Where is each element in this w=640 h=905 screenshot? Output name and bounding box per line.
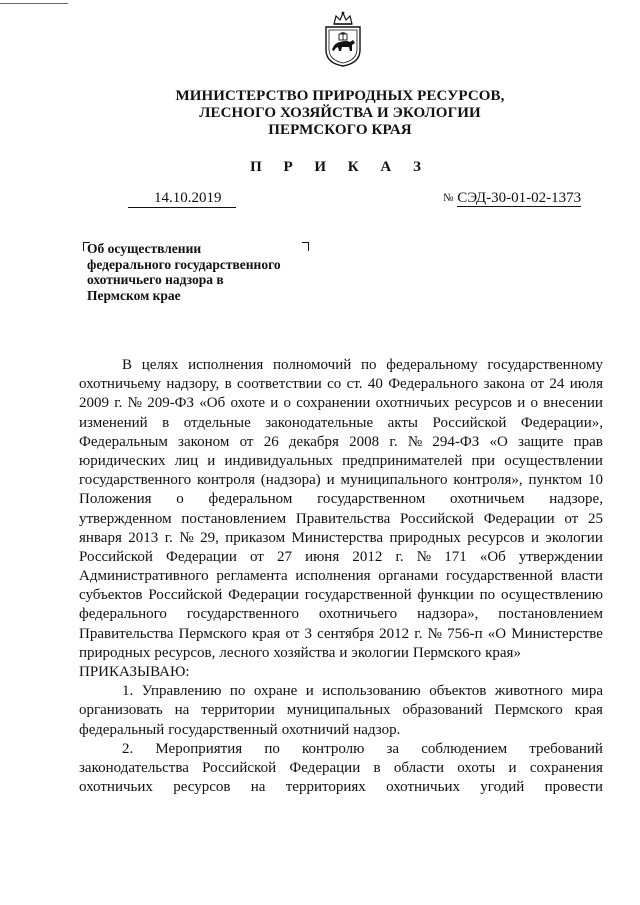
- body-line: организовать на территории муниципальных образований Пермского края: [79, 702, 603, 719]
- body-line: Российской Федерации от 27 июня 2012 г. № 171 «Об утверждении: [79, 548, 603, 565]
- body-line: В целях исполнения полномочий по федеральному государственному: [122, 357, 603, 373]
- body-line: федерального государственного охотничьего надзора», постановлением: [79, 606, 603, 623]
- body-line: 1. Управлению по охране и использованию объектов животного мира: [122, 683, 603, 700]
- body-line: Федеральным законом от 26 декабря 2008 г. № 294-ФЗ «О защите прав: [79, 433, 603, 450]
- body-paragraph: [79, 682, 603, 740]
- body-line: 2. Мероприятия по контролю за соблюдением требований: [122, 740, 603, 757]
- body-line: государственного контроля (надзора) и муниципального контроля», пунктом 10: [79, 472, 603, 489]
- body-line: 2009 г. № 209-ФЗ «Об охоте и о сохранении охотничьих ресурсов и о внесении: [79, 395, 603, 412]
- document-type-title: П Р И К А З: [250, 159, 430, 175]
- ministry-name: [130, 88, 550, 139]
- number-sign: №: [443, 192, 454, 204]
- body-line: субъектов Российской Федерации государственной функции по осуществлению: [79, 587, 603, 604]
- body-line: января 2013 г. № 29, приказом Министерства природных ресурсов и экологии: [79, 529, 603, 546]
- body-line: Административного регламента исполнения органами государственной власти: [79, 568, 603, 585]
- body-line: утвержденном постановлением Правительства Российской Федерации от 25: [79, 510, 603, 527]
- body-line: охотничьих ресурсов на территориях охотничьих угодий провести: [79, 779, 603, 796]
- body-line: законодательства Российской Федерации в области охоты и сохранения: [79, 759, 603, 776]
- coat-of-arms-emblem: [322, 10, 364, 68]
- body-line: ПРИКАЗЫВАЮ:: [79, 664, 190, 680]
- document-number: [443, 190, 581, 207]
- top-rule: [0, 3, 68, 4]
- document-date: 14.10.2019: [128, 190, 236, 208]
- ministry-line: МИНИСТЕРСТВО ПРИРОДНЫХ РЕСУРСОВ,: [175, 88, 505, 104]
- body-line: природных ресурсов, лесного хозяйства и экологии Пермского края»: [79, 644, 521, 661]
- body-line: Правительства Пермского края от 3 сентября 2012 г. № 756-п «О Министерстве: [79, 625, 603, 642]
- ministry-line: ЛЕСНОГО ХОЗЯЙСТВА И ЭКОЛОГИИ: [199, 105, 481, 121]
- body-line: охотничьему надзору, в соответствии со ст. 40 Федерального закона от 24 июля: [79, 376, 603, 393]
- subject-line: охотничьего надзора в: [87, 272, 224, 287]
- body-line: юридических лиц и индивидуальных предпринимателей при осуществлении: [79, 452, 603, 469]
- document-subject: [87, 241, 317, 303]
- number-value: СЭД-30-01-02-1373: [457, 190, 582, 206]
- document-body: [79, 356, 603, 797]
- ministry-line: ПЕРМСКОГО КРАЯ: [268, 122, 412, 138]
- body-line: федеральный государственный охотничий надзор.: [79, 721, 401, 738]
- body-paragraph: [79, 356, 603, 682]
- subject-line: Об осуществлении: [87, 241, 202, 256]
- subject-line: федерального государственного: [87, 256, 281, 272]
- body-line: Положения о федеральном государственном охотничьем надзоре,: [79, 491, 603, 508]
- body-line: изменений в отдельные законодательные акты Российской Федерации»,: [79, 414, 603, 431]
- subject-line: Пермском крае: [87, 287, 181, 303]
- body-paragraph: [79, 740, 603, 798]
